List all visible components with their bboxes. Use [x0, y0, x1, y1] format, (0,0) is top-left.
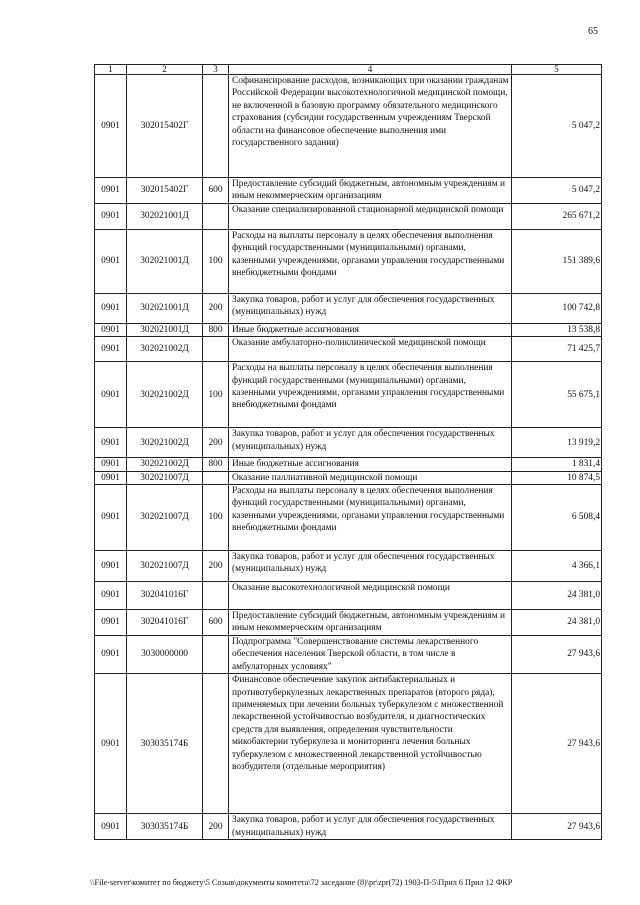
expense-type-cell: 200	[203, 293, 229, 323]
table-row	[95, 636, 602, 674]
amount-cell: 71 425,7	[512, 337, 602, 362]
amount-cell: 27 943,6	[512, 636, 602, 674]
section-cell: 0901	[95, 178, 127, 204]
budget-table	[94, 64, 602, 840]
section-cell: 0901	[95, 323, 127, 336]
code-cell: 302021007Д	[127, 485, 203, 551]
amount-cell: 27 943,6	[512, 674, 602, 814]
amount-cell: 4 366,1	[512, 551, 602, 582]
code-cell: 302021001Д	[127, 293, 203, 323]
amount-cell: 5 047,2	[512, 75, 602, 178]
name-cell: Подпрограмма "Совершенствование системы лекарственного обеспечения населения Тверской области, в том числе в амбулаторных условиях"	[229, 636, 512, 674]
expense-type-cell: 800	[203, 458, 229, 471]
name-cell: Иные бюджетные ассигнования	[229, 323, 512, 336]
code-cell: 302021007Д	[127, 471, 203, 484]
table-row	[95, 337, 602, 362]
table-row	[95, 674, 602, 814]
table-row	[95, 293, 602, 323]
expense-type-cell	[203, 471, 229, 484]
amount-cell: 151 389,6	[512, 229, 602, 293]
section-cell: 0901	[95, 229, 127, 293]
expense-type-cell: 200	[203, 814, 229, 840]
amount-cell: 24 381,0	[512, 610, 602, 636]
expense-type-cell	[203, 337, 229, 362]
amount-cell: 55 675,1	[512, 362, 602, 428]
file-path-footer: \\File-server\комитет по бюджету\5 Созыв\документы комитета\72 заседание (8)\pr\zpr(72) 1903-П-5\Прил 6 Прил 12 ФКР	[90, 878, 513, 887]
expense-type-cell: 200	[203, 551, 229, 582]
table-row	[95, 323, 602, 336]
table-row	[95, 551, 602, 582]
table-row	[95, 229, 602, 293]
table-row	[95, 485, 602, 551]
section-cell: 0901	[95, 471, 127, 484]
code-cell: 303035174Б	[127, 814, 203, 840]
table-row	[95, 178, 602, 204]
code-cell: 302021001Д	[127, 229, 203, 293]
section-cell: 0901	[95, 485, 127, 551]
name-cell: Расходы на выплаты персоналу в целях обеспечения выполнения функций государственными (муниципальными) органами, казенными учреждениями, органами управления государственными внебюджетными фондами	[229, 229, 512, 293]
amount-cell: 24 381,0	[512, 582, 602, 610]
table-row	[95, 471, 602, 484]
name-cell: Расходы на выплаты персоналу в целях обеспечения выполнения функций государственными (муниципальными) органами, казенными учреждениями, органами управления государственными внебюджетными фондами	[229, 362, 512, 428]
header-cell: 1	[95, 65, 127, 75]
name-cell: Оказание высокотехнологичной медицинской помощи	[229, 582, 512, 610]
section-cell: 0901	[95, 636, 127, 674]
table-row	[95, 428, 602, 458]
section-cell: 0901	[95, 458, 127, 471]
amount-cell: 13 538,8	[512, 323, 602, 336]
header-cell: 5	[512, 65, 602, 75]
expense-type-cell	[203, 636, 229, 674]
amount-cell: 10 874,5	[512, 471, 602, 484]
amount-cell: 27 943,6	[512, 814, 602, 840]
code-cell: 302021001Д	[127, 323, 203, 336]
expense-type-cell	[203, 203, 229, 229]
amount-cell: 5 047,2	[512, 178, 602, 204]
amount-cell: 1 831,4	[512, 458, 602, 471]
section-cell: 0901	[95, 582, 127, 610]
header-cell: 4	[229, 65, 512, 75]
name-cell: Иные бюджетные ассигнования	[229, 458, 512, 471]
code-cell: 302015402Г	[127, 75, 203, 178]
name-cell: Закупка товаров, работ и услуг для обеспечения государственных (муниципальных) нужд	[229, 293, 512, 323]
expense-type-cell	[203, 674, 229, 814]
header-cell: 3	[203, 65, 229, 75]
expense-type-cell: 600	[203, 610, 229, 636]
expense-type-cell	[203, 582, 229, 610]
code-cell: 302015402Г	[127, 178, 203, 204]
amount-cell: 13 919,2	[512, 428, 602, 458]
section-cell: 0901	[95, 428, 127, 458]
section-cell: 0901	[95, 362, 127, 428]
code-cell: 302021002Д	[127, 428, 203, 458]
expense-type-cell: 200	[203, 428, 229, 458]
header-row	[95, 65, 602, 75]
header-cell: 2	[127, 65, 203, 75]
expense-type-cell: 100	[203, 362, 229, 428]
amount-cell: 265 671,2	[512, 203, 602, 229]
name-cell: Финансовое обеспечение закупок антибактериальных и противотуберкулезных лекарственных препаратов (второго ряда), применяемых при лечении больных туберкулезом с множественной лекарственной устойчивостью возбудителя, и диагностических средств для выявления, определения чувствительности микобактерии туберкулеза и мониторинга лечения больных туберкулезом с множественной лекарственной устойчивостью возбудителя (отдельные мероприятия)	[229, 674, 512, 814]
code-cell: 302041016Г	[127, 582, 203, 610]
table-row	[95, 362, 602, 428]
code-cell: 302021002Д	[127, 458, 203, 471]
table-row	[95, 814, 602, 840]
table-row	[95, 75, 602, 178]
expense-type-cell: 800	[203, 323, 229, 336]
code-cell: 303035174Б	[127, 674, 203, 814]
name-cell: Закупка товаров, работ и услуг для обеспечения государственных (муниципальных) нужд	[229, 814, 512, 840]
code-cell: 302021001Д	[127, 203, 203, 229]
section-cell: 0901	[95, 674, 127, 814]
name-cell: Софинансирование расходов, возникающих при оказании гражданам Российской Федерации высокотехнологичной медицинской помощи, не включенной в базовую программу обязательного медицинского страхования (субсидии государственным учреждениям Тверской области на финансовое обеспечение выполнения ими государственного задания)	[229, 75, 512, 178]
expense-type-cell: 600	[203, 178, 229, 204]
code-cell: 302041016Г	[127, 610, 203, 636]
section-cell: 0901	[95, 337, 127, 362]
expense-type-cell	[203, 75, 229, 178]
amount-cell: 6 508,4	[512, 485, 602, 551]
name-cell: Оказание амбулаторно-поликлинической медицинской помощи	[229, 337, 512, 362]
name-cell: Расходы на выплаты персоналу в целях обеспечения выполнения функций государственными (муниципальными) органами, казенными учреждениями, органами управления государственными внебюджетными фондами	[229, 485, 512, 551]
name-cell: Предоставление субсидий бюджетным, автономным учреждениям и иным некоммерческим организациям	[229, 178, 512, 204]
code-cell: 302021002Д	[127, 337, 203, 362]
name-cell: Закупка товаров, работ и услуг для обеспечения государственных (муниципальных) нужд	[229, 551, 512, 582]
section-cell: 0901	[95, 203, 127, 229]
page-number: 65	[588, 26, 598, 37]
code-cell: 3030000000	[127, 636, 203, 674]
table-row	[95, 458, 602, 471]
table-row	[95, 203, 602, 229]
name-cell: Оказание паллиативной медицинской помощи	[229, 471, 512, 484]
section-cell: 0901	[95, 75, 127, 178]
section-cell: 0901	[95, 610, 127, 636]
section-cell: 0901	[95, 293, 127, 323]
section-cell: 0901	[95, 814, 127, 840]
expense-type-cell: 100	[203, 229, 229, 293]
name-cell: Оказание специализированной стационарной медицинской помощи	[229, 203, 512, 229]
code-cell: 302021002Д	[127, 362, 203, 428]
code-cell: 302021007Д	[127, 551, 203, 582]
section-cell: 0901	[95, 551, 127, 582]
table-row	[95, 610, 602, 636]
name-cell: Закупка товаров, работ и услуг для обеспечения государственных (муниципальных) нужд	[229, 428, 512, 458]
expense-type-cell: 100	[203, 485, 229, 551]
name-cell: Предоставление субсидий бюджетным, автономным учреждениям и иным некоммерческим организациям	[229, 610, 512, 636]
table-row	[95, 582, 602, 610]
amount-cell: 100 742,8	[512, 293, 602, 323]
